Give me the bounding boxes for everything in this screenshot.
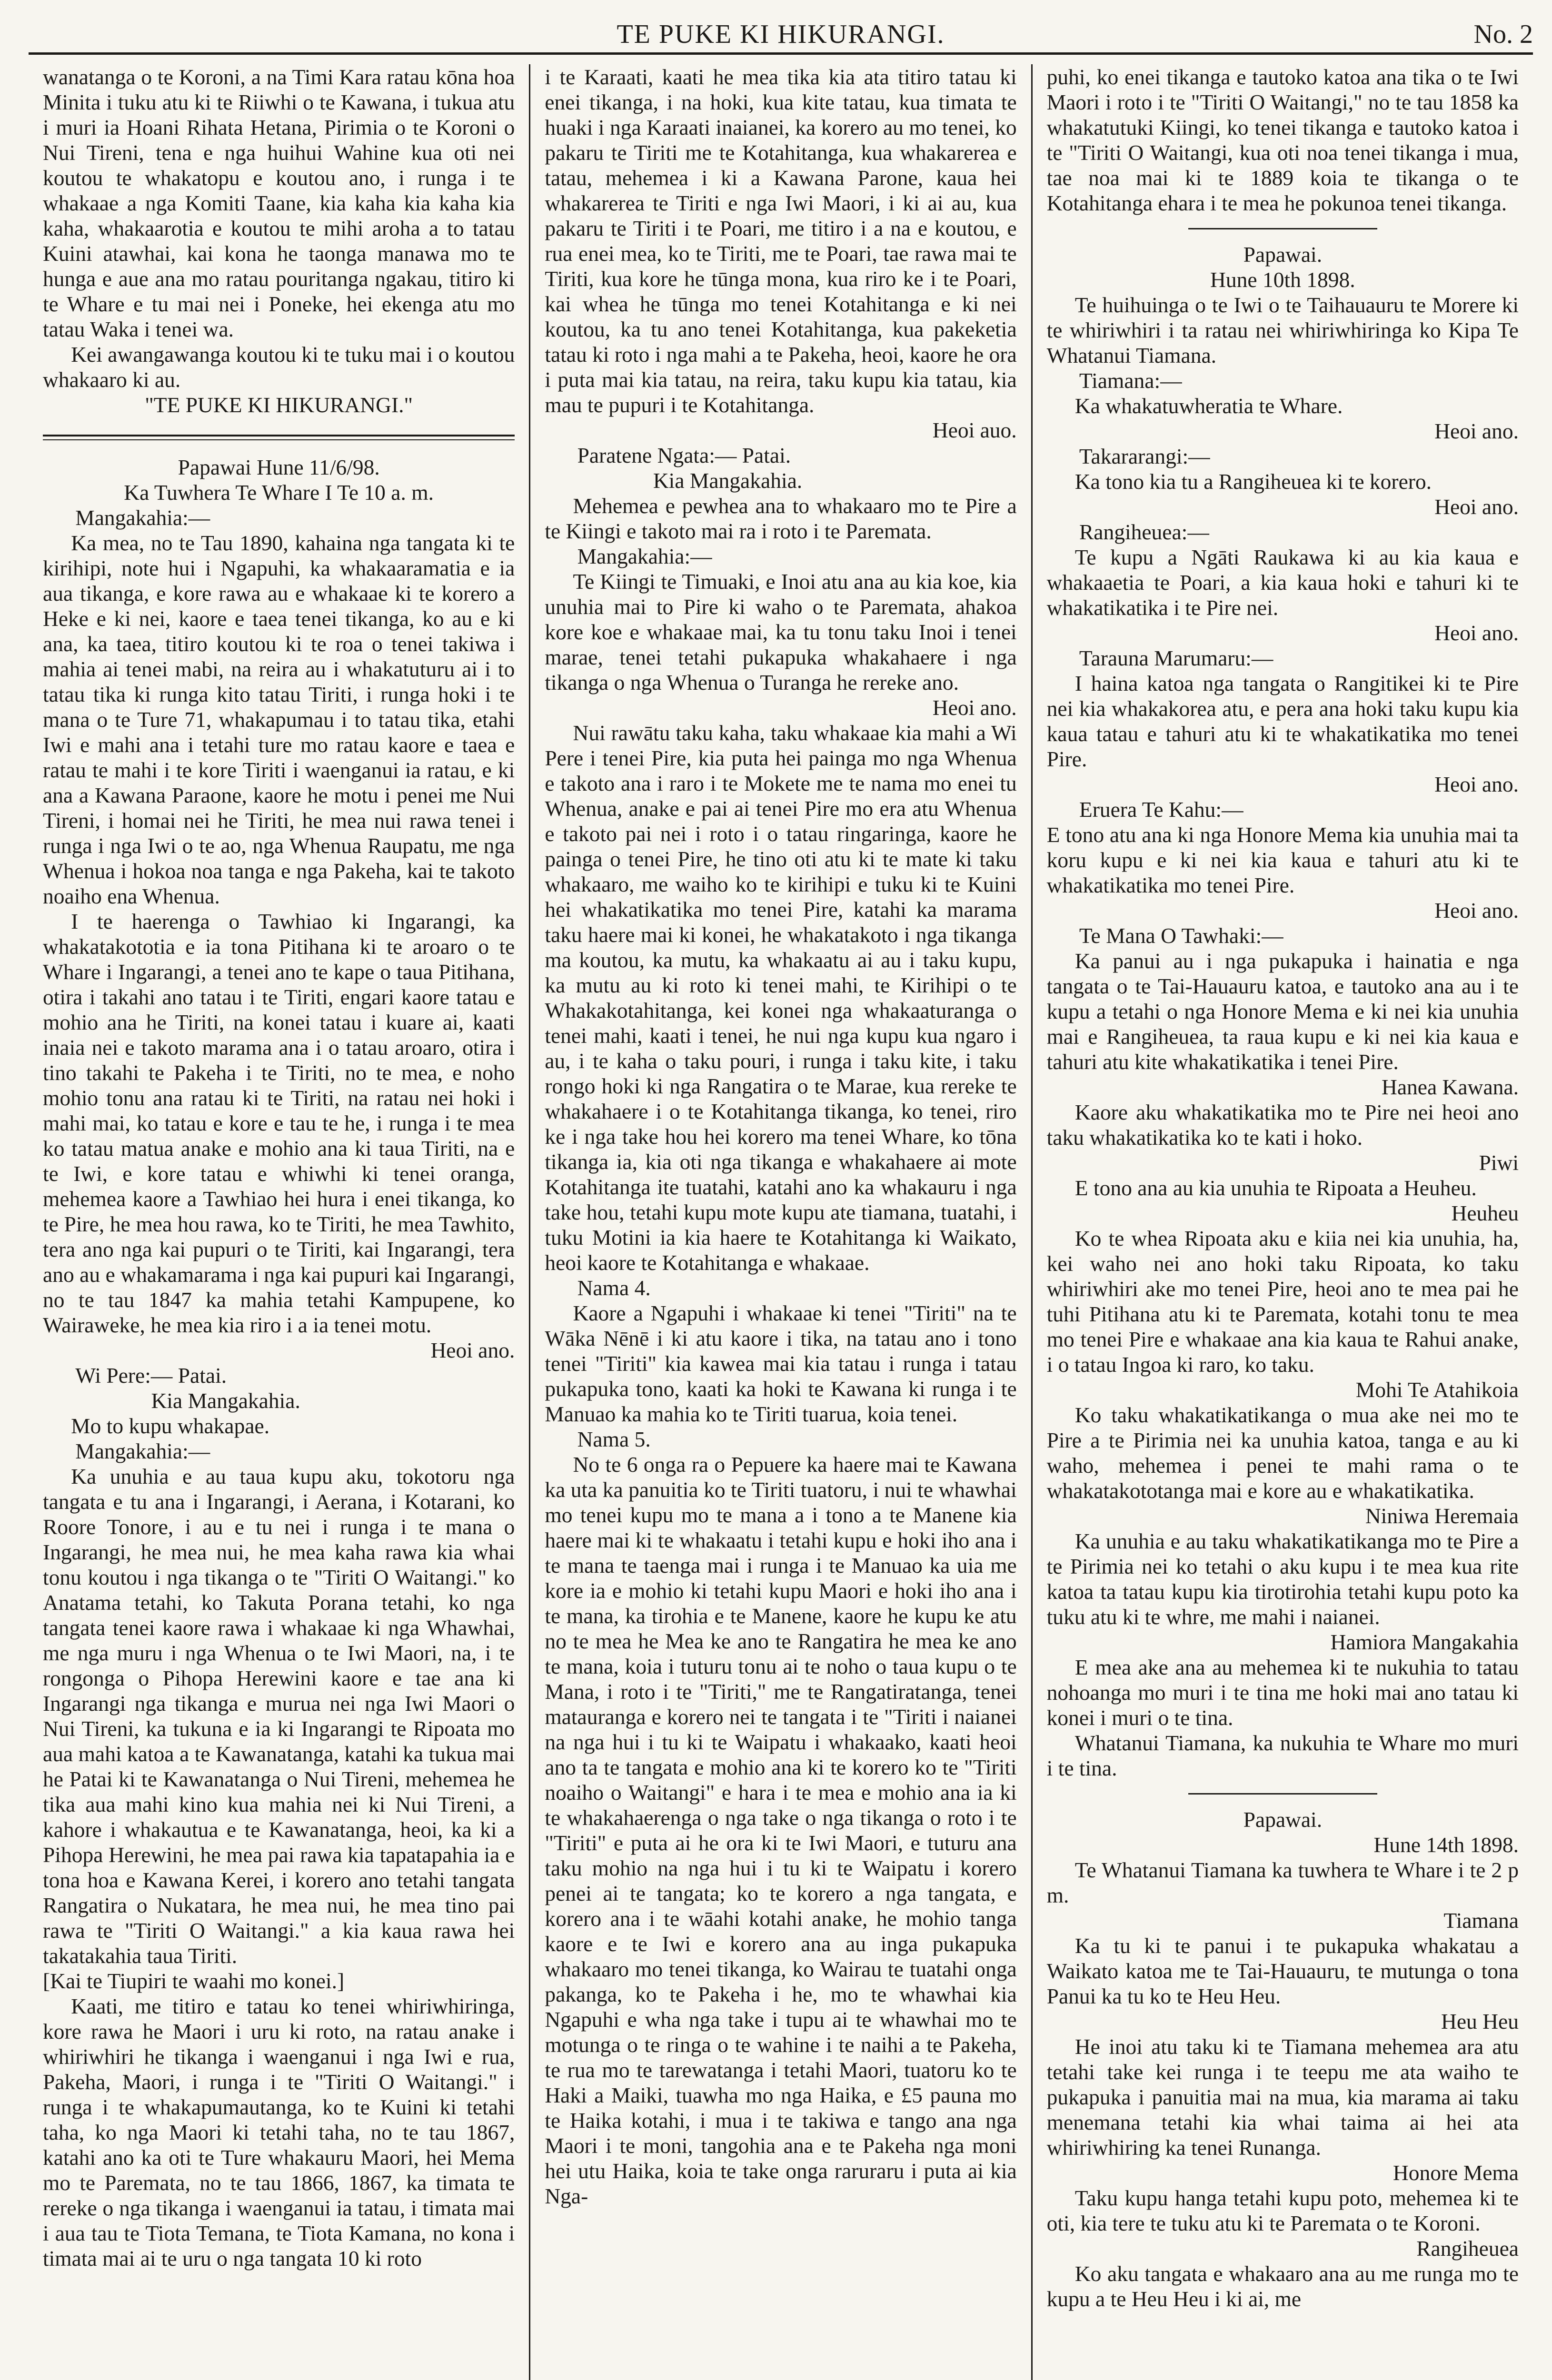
paragraph: Kaore aku whakatikatika mo te Pire nei heoi ano taku whakatikatika ko te kati i hoko.	[1046, 1100, 1519, 1150]
paragraph: i te Karaati, kaati he mea tika kia ata titiro tatau ki enei tikanga, i na hoki, kua kite tatau, kua timata te huaki i nga Karaati inaianei, ka korero au mo tenei, ko pakaru te Tiriti me te Kotahitanga, kua whakarerea e tatau, mehemea i ki a Kawana Parone, kaua hei whakarerea te Tiriti e nga Iwi Maori, i ki ai au, kua pakaru te Tiriti i te Poari, me titiro i a na e koutou, e rua enei mea, ko te Tiriti, me te Poari, tae rawa mai te Tiriti, kua kore he tūnga mona, kua riro ke i te Poari, kai whea he tūnga mo tenei Kotahitanga e ki nei koutou, ka tu ano tenei Kotahitanga, kua pakeketia tatau ki roto i nga mahi a te Pakeha, heoi, kaore he ora i puta mai kia tatau, na reira, taku kupu kia tatau, kia mau te pupuri i te Kotahitanga.	[545, 65, 1017, 417]
paragraph: He inoi atu taku ki te Tiamana mehemea ara atu tetahi take kei runga i te teepu me ata waiho te pukapuka i panuitia mai na mua, kia marama ai taku menemana tetahi kia whai taima ai hei ata whiriwhiring ka tenei Runanga.	[1046, 2034, 1519, 2160]
paragraph: Kia Mangakahia.	[151, 1388, 300, 1413]
paragraph: Nama 5.	[577, 1427, 651, 1451]
paragraph: Heoi ano.	[1434, 898, 1519, 922]
paragraph: E tono atu ana ki nga Honore Mema kia unuhia mai ta koru kupu e ki nei kia kaua e tahuri atu ki te whakatikatika mo tenei Pire.	[1046, 823, 1519, 897]
paragraph: Hune 14th 1898.	[1373, 1833, 1519, 1857]
paragraph: Te Mana O Tawhaki:—	[1079, 923, 1283, 948]
paragraph: Hune 10th 1898.	[1210, 268, 1355, 292]
paragraph: Heoi ano.	[1434, 495, 1519, 519]
paragraph: Mangakahia:—	[75, 1439, 210, 1463]
paragraph: Taku kupu hanga tetahi kupu poto, mehemea ki te oti, kia tere te tuku atu ki te Paremata o te Koroni.	[1046, 2186, 1519, 2235]
paragraph: Whatanui Tiamana, ka nukuhia te Whare mo muri i te tina.	[1046, 1731, 1519, 1780]
paragraph: Ko taku whakatikatikanga o mua ake nei mo te Pire a te Pirimia nei ka unuhia katoa, tanga e au ki waho, mehemea i penei te mahi rama o te whakatakototanga mai e kore au e whakatikatika.	[1046, 1403, 1519, 1503]
paragraph: Heoi ano.	[932, 695, 1017, 720]
paragraph: Wi Pere:— Patai.	[75, 1363, 227, 1388]
paragraph: I haina katoa nga tangata o Rangitikei ki te Pire nei kia whakakorea atu, e pera ana hoki taku kupu kia kaua tatau e tahuri atu ki te whakatikatika mo tenei Pire.	[1046, 671, 1519, 771]
paragraph: Mo to kupu whakapae.	[71, 1414, 270, 1438]
paragraph: Te kupu a Ngāti Raukawa ki au kia kaua e whakaaetia te Poari, a kia kaua hoki e tahuri ki te whakatikatika i te Pire nei.	[1046, 545, 1519, 620]
paragraph: Kaati, me titiro e tatau ko tenei whiriwhiringa, kore rawa he Maori i uru ki roto, na ratau anake i whiriwhiri he tikanga i waenganui i nga Iwi e rua, Pakeha, Maori, i runga i te "Tiriti O Waitangi." i runga i te whakapumautanga, ko te Kuini ki tetahi taha, ko nga Maori ki tetahi taha, no te tau 1867, katahi ano ka oti te Ture whakauru Maori, hei Mema mo te Paremata, no te tau 1866, 1867, ka timata te rereke o nga tikanga i waenganui ia tatau, i timata mai i aua tau te Tiota Temana, te Tiota Kamana, no kona i timata mai ai te uru o nga tangata 10 ki roto	[43, 1994, 515, 2271]
column-3	[1031, 64, 1533, 2380]
paragraph: Papawai.	[1243, 1807, 1323, 1832]
paragraph: Papawai Hune 11/6/98.	[178, 455, 380, 479]
paragraph: Eruera Te Kahu:—	[1079, 797, 1244, 822]
paragraph: Tiamana:—	[1079, 368, 1182, 393]
column-2	[529, 64, 1031, 2380]
paragraph: Piwi	[1479, 1150, 1519, 1175]
paragraph: Niniwa Heremaia	[1365, 1504, 1519, 1528]
paragraph: Mohi Te Atahikoia	[1355, 1378, 1519, 1402]
paragraph: Heoi ano.	[1434, 419, 1519, 443]
paragraph: [Kai te Tiupiri te waahi mo konei.]	[43, 1969, 345, 1993]
paragraph: Ka Tuwhera Te Whare I Te 10 a. m.	[124, 480, 434, 505]
paragraph: wanatanga o te Koroni, a na Timi Kara ratau kōna hoa Minita i tuku atu ki te Riiwhi o te Kawana, i tukua atu i muri ia Hoani Rihata Hetana, Pirimia o te Koroni o Nui Tireni, tena e nga huihui Wahine kua oti nei koutou te whakatopu e koutou ano, i runga i te whakaae a nga Komiti Taane, kia kaha kia kaha kia kaha, whakaarotia e koutou te mihi aroha a to tatau Kuini atawhai, kai kona he taonga manawa mo te hunga e aue ana mo ratau pouritanga ngakau, titiro ki te Whare e tu mai nei i Poneke, hei ekenga atu mo tatau Waka i tenei wa.	[43, 65, 515, 341]
paragraph: Heoi ano.	[430, 1338, 515, 1362]
paragraph: Ka tu ki te panui i te pukapuka whakatau a Waikato katoa me te Tai-Hauauru, te mutunga o tona Panui ka tu ko te Heu Heu.	[1046, 1934, 1519, 2008]
paragraph: puhi, ko enei tikanga e tautoko katoa ana tika o te Iwi Maori i roto i te "Tiriti O Waitangi," no te tau 1858 ka whakatutuki Kiingi, ko tenei tikanga e tautoko katoa i te "Tiriti O Waitangi, kua oti noa tenei tikanga i mua, tae noa mai ki te 1889 koia te tikanga o te Kotahitanga ehara i te mea he pokunoa tenei tikanga.	[1046, 65, 1519, 215]
paragraph: I te haerenga o Tawhiao ki Ingarangi, ka whakatakototia e ia tona Pitihana ki te aroaro o te Whare i Ingarangi, a tenei ano te kape o taua Pitihana, otira i takahi ano tatau i te Tiriti, engari kaore tatau e mohio ana he Tiriti, na konei tatau i kuare ai, kaati inaia nei e takoto marama ana i o tatau aroaro, otira i tino takahi te Pakeha i te Tiriti, no te mea, e noho mohio tonu ana ratau ki te Tiriti, na ratau nei hoki i mahi mai, ko tatau e kore e tau te he, i runga i te mea ko tatau matua anake e mohio ana ki taua Tiriti, na e te Iwi, e kore tatau e whiwhi ki tenei oranga, mehemea kaore a Tawhiao hei hura i enei tikanga, ko te Pire, he mea hou rawa, ko te Tiriti, he mea Tawhito, tera ano nga kai pupuri o te Tiriti, kai Ingarangi, tera ano au e whakamarama i nga kai pupuri kai Ingarangi, no te tau 1847 ka mahia tetahi Kampupene, ko Wairaweke, he mea kia riro i a ia tenei motu.	[43, 909, 515, 1337]
paragraph: Heu Heu	[1441, 2009, 1519, 2033]
paragraph: Te Whatanui Tiamana ka tuwhera te Whare i te 2 p m.	[1046, 1858, 1519, 1907]
section-divider	[1188, 228, 1377, 229]
text-columns	[29, 64, 1533, 2380]
section-divider	[1188, 1793, 1377, 1795]
paragraph: Ka tono kia tu a Rangiheuea ki te korero.	[1074, 469, 1432, 494]
paragraph: E mea ake ana au mehemea ki te nukuhia to tatau nohoanga mo muri i te tina me hoki mai ano tatau ki konei i muri o te tina.	[1046, 1655, 1519, 1730]
paragraph: Heoi auo.	[932, 418, 1017, 442]
paragraph: Honore Mema	[1393, 2161, 1519, 2185]
paragraph: Kia Mangakahia.	[653, 468, 803, 493]
paragraph: Rangiheuea	[1416, 2236, 1519, 2261]
paragraph: Rangiheuea:—	[1079, 520, 1209, 544]
paragraph: Mehemea e pewhea ana to whakaaro mo te Pire a te Kiingi e takoto mai ra i roto i te Paremata.	[545, 494, 1017, 543]
paragraph: Heoi ano.	[1434, 772, 1519, 796]
paragraph: Kaore a Ngapuhi i whakaae ki tenei "Tiriti" na te Wāka Nēnē i ki atu kaore i tika, na tatau ano i tono tenei "Tiriti" kia kawea mai kia tatau i runga i tatau pukapuka tono, kaati ka hoki te Kawana ki runga i te Manuao ka mahia ko te Tiriti tuarua, koia tenei.	[545, 1301, 1017, 1426]
column-1	[29, 64, 529, 2380]
page-number: No. 2	[1473, 20, 1533, 49]
paragraph: Heoi ano.	[1434, 621, 1519, 645]
paragraph: Ka whakatuwheratia te Whare.	[1074, 394, 1343, 418]
paragraph: Nui rawātu taku kaha, taku whakaae kia mahi a Wi Pere i tenei Pire, kia puta hei painga mo nga Whenua e takoto ana i raro i te Mokete me te nama mo enei tu Whenua, anake e pai ai tenei Pire mo era atu Whenua e takoto pai nei i roto i o tatau ringaringa, kaore he painga o tenei Pire, he tino oti atu ki te mate ki taku whakaaro, me waiho ko te kirihipi e tuku ki te Kuini hei whakatikatika mo tenei Pire, katahi ka marama taku haere mai ki konei, he whakatakoto i nga tikanga ma koutou, ka mutu, ka whakaatu ai au i taku kupu, ka mutu au ki roto ki tenei mahi, te Kirihipi o te Whakakotahitanga, kei konei nga whakaaturanga o tenei mahi, kaati i tenei, he nui nga kupu kua ngaro i au, i te kaha o taku pouri, i runga i taku kite, i taku rongo hoki ki nga Rangatira o te Marae, kua rereke te whakahaere i o te Kotahitanga tikanga, ko tenei, riro ke i nga take hou hei korero ma tenei Whare, ko tōna tikanga ia, kia oti nga tikanga e whakahaere ai mote Kotahitanga ite tuatahi, katahi ano ka whakauru i nga take hou, tetahi kupu mote kupu ate tiamana, tuatahi, i tuku Motini ia kia haere te Kotahitanga ki Waikato, heoi kaore te Kotahitanga e whakaae.	[545, 721, 1017, 1275]
paragraph: Ko te whea Ripoata aku e kiia nei kia unuhia, ha, kei waho nei ano hoki taku Ripoata, ko taku whiriwhiri ake mo tenei Pire, heoi ano te mea pai he tuhi Pitihana atu ki te Paremata, kotahi tonu te mea mo tenei Pire e whakaae ana kia kaua te Rahui anake, i o tatau Ingoa ki raro, ko taku.	[1046, 1226, 1519, 1377]
paragraph: Ka unuhia e au taua kupu aku, tokotoru nga tangata e tu ana i Ingarangi, i Aerana, i Kotarani, ko Roore Tonore, i au e tu nei i runga i te mana o Ingarangi, he mea nui, he mea kaha rawa kia whai tonu koutou i nga tikanga o te "Tiriti O Waitangi." ko Anatama tetahi, ko Takuta Porana tetahi, ko nga tangata tenei kaore rawa i whakaae ki nga Whawhai, me nga muru i nga Whenua o te Iwi Maori, na, i te rongonga o Pihopa Herewini kaore e tae ana ki Ingarangi nga tikanga e murua nei nga Iwi Maori o Nui Tireni, ka tukuna e ia ki Ingarangi te Ripoata mo aua mahi katoa a te Kawanatanga, katahi ka tukua mai he Patai ki te Kawanatanga o Nui Tireni, mehemea he tika aua mahi kino kua mahia nei ki Nui Tireni, a kahore i whakautua e te Kawanatanga, heoi, ka ki a Pihopa Herewini, he mea pai rawa kia tapatapahia ia e tona hoa e Kawana Kerei, i korero ano tetahi tangata Rangatira o Nukatara, he mea nui, he mea tino pai rawa te "Tiriti O Waitangi." a kia kaua rawa hei takatakahia taua Tiriti.	[43, 1464, 515, 1968]
paragraph: Takararangi:—	[1079, 444, 1210, 468]
paragraph: Tiamana	[1443, 1908, 1519, 1933]
newspaper-title: TE PUKE KI HIKURANGI.	[617, 20, 945, 49]
paragraph: Mangakahia:—	[75, 506, 210, 530]
paragraph: Ko aku tangata e whakaaro ana au me runga mo te kupu a te Heu Heu i ki ai, me	[1046, 2261, 1519, 2311]
paragraph: Heuheu	[1451, 1201, 1519, 1225]
paragraph: Ka panui au i nga pukapuka i hainatia e nga tangata o te Tai-Hauauru katoa, e tautoko ana au i te kupu a tetahi o nga Honore Mema e ki nei kia unuhia mai e Rangiheuea, ta raua kupu e ki nei kia kaua e tahuri atu kite whakatikatika i tenei Pire.	[1046, 949, 1519, 1074]
paragraph: Ka unuhia e au taku whakatikatikanga mo te Pire a te Pirimia nei ko tetahi o aku kupu i te mea kua rite katoa ta tatau kupu kia tirotirohia tetahi kupu poto ka tuku atu ki te whre, me mahi i naianei.	[1046, 1529, 1519, 1629]
paragraph: No te 6 onga ra o Pepuere ka haere mai te Kawana ka uta ka panuitia ko te Tiriti tuatoru, i nui te whawhai mo tenei kupu mo te mana a i tono a te Manene kia haere mai ki te whakaatu i tetahi kupu e hoki iho ana i te mana te taenga mai i runga i te Manuao ka uia me kore ia e mohio ki tetahi kupu Maori e hoki iho ana i te mana, ka tirohia e te Manene, kaore he kupu ke atu no te mea he Mea ke ano te Rangatira he mea ke ano te mana, koia i tuturu tonu ai te noho o taua kupu o te Mana, i roto i te "Tiriti," me te Rangatiratanga, tenei matauranga e korero nei te tangata i te "Tiriti i naianei na nga hui i tu ki te Waipatu i whakaako, kaati heoi ano ta te tangata e mohio ana ki te korero ko te "Tiriti noaiho o Waitangi" e hara i te mea e mohio ana ia ki te whakahaerenga o nga take o nga tikanga o roto i te "Tiriti" e puta ai he ora ki te Iwi Maori, e tuturu ana taku mohio na nga hui i tu ki te Waipatu i korero penei ai te tangata; ko te korero a nga tangata, e korero ana i te wāahi kotahi anake, he mohio tanga kaore e te Iwi e korero ana au inga pukapuka whakaaro mo tenei tikanga, ko Wairau te tuatahi onga pakanga, ko te Pakeha i he, mo te whawhai kia Ngapuhi e wha nga take i tupu ai te whawhai mo te motunga o te ringa o te wahine i te naihi a te Pakeha, te rua mo te tarewatanga i tetahi Maori, tuatoru ko te Haki a Maiki, tuawha mo nga Haika, e £5 pauna mo te Haika kotahi, i mua i te takiwa e tango ana nga Maori i te moni, tangohia ana e te Pakeha nga moni hei utu Haika, koia te take onga raruraru i puta ai kia Nga-	[545, 1452, 1017, 2208]
paragraph: Te Kiingi te Timuaki, e Inoi atu ana au kia koe, kia unuhia mai to Pire ki waho o te Paremata, ahakoa kore koe e whakaae mai, ka tu tonu taku Inoi i tenei marae, tenei tetahi pukapuka whakahaere i nga tikanga o nga Whenua o Turanga he rereke ano.	[545, 569, 1017, 694]
paragraph: Hamiora Mangakahia	[1330, 1630, 1519, 1654]
section-divider	[43, 435, 515, 440]
paragraph: Tarauna Marumaru:—	[1079, 646, 1273, 670]
paragraph: E tono ana au kia unuhia te Ripoata a Heuheu.	[1074, 1176, 1477, 1200]
paragraph: Nama 4.	[577, 1276, 651, 1300]
page-header	[29, 14, 1533, 55]
paragraph: Ka mea, no te Tau 1890, kahaina nga tangata ki te kirihipi, note hui i Ngapuhi, ka whakaaramatia e ia aua tikanga, e kore rawa au e whakaae ki te korero a Heke e ki nei, kaore e taea tenei tikanga, ko au e ki ana, ka taea, titiro koutou ki te roa o tenei takiwa i mahia ai tenei mabi, na reira au i whakatuturu ai i to tatau tika ki runga kito tatau Tiriti, i runga hoki i te mana o te Ture 71, whakapumau i to tatau tika, etahi Iwi e mahi ana i tetahi ture mo ratau kaore e taea e ratau te mahi i te kore Tiriti i waenganui ia ratau, e ki ana a Kawana Paraone, kaore he motu i penei me Nui Tireni, i homai nei he Tiriti, he mea nui rawa tenei i runga i nga Iwi o te ao, nga Whenua Raupatu, me nga Whenua i hokoa noa tanga e nga Pakeha, kai te takoto noaiho ena Whenua.	[43, 531, 515, 908]
paragraph: Hanea Kawana.	[1381, 1075, 1519, 1099]
paragraph: Papawai.	[1243, 242, 1323, 267]
paragraph: Mangakahia:—	[577, 544, 712, 568]
paragraph: Te huihuinga o te Iwi o te Taihauauru te Morere ki te whiriwhiri i ta ratau nei whiriwhiringa ko Kipa Te Whatanui Tiamana.	[1046, 293, 1519, 367]
paragraph: Paratene Ngata:— Patai.	[577, 443, 791, 467]
paragraph: Kei awangawanga koutou ki te tuku mai i o koutou whakaaro ki au.	[43, 342, 515, 392]
paragraph: "TE PUKE KI HIKURANGI."	[145, 393, 413, 417]
